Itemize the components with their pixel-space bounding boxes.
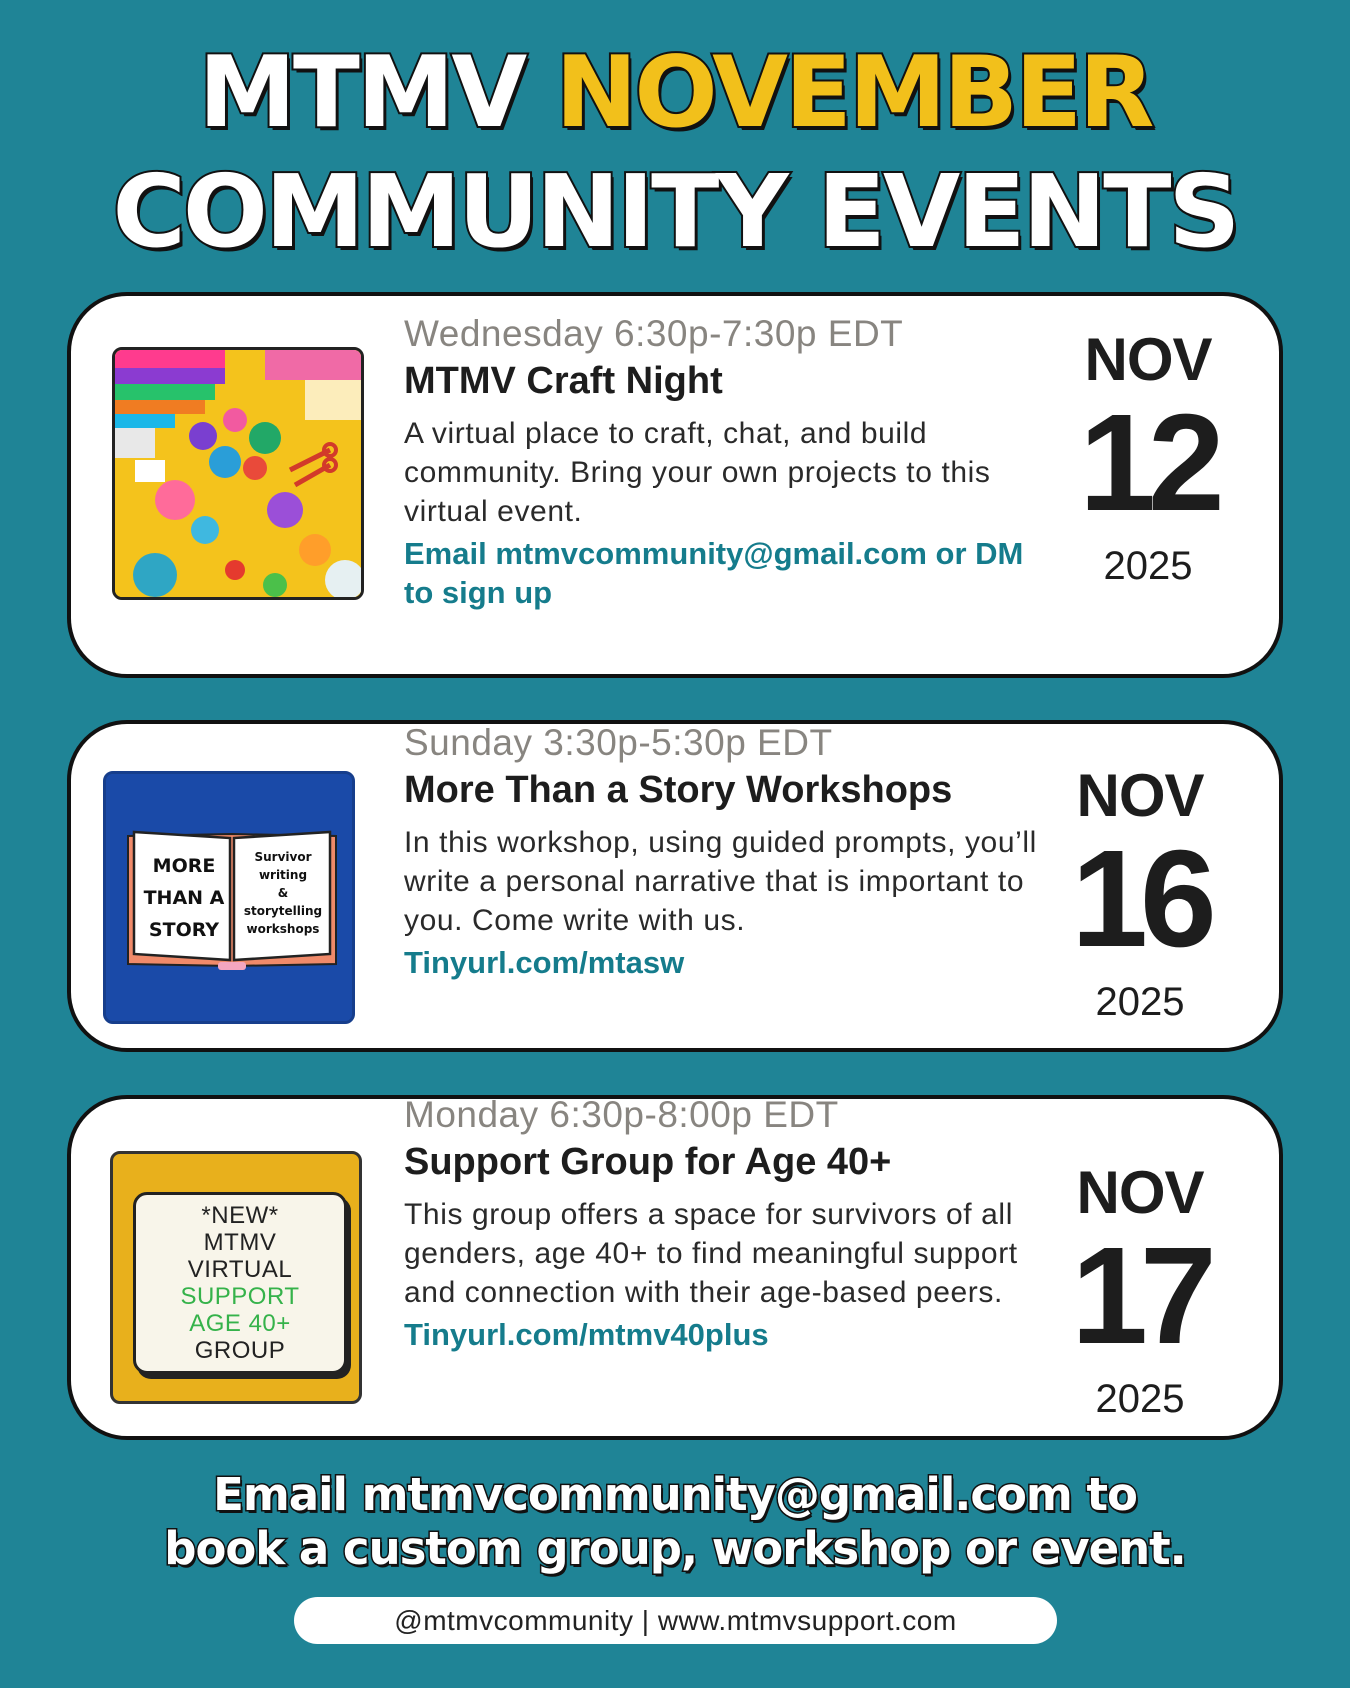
- event-card-more-than-a-story: [67, 720, 1283, 1052]
- book-right-line: workshops: [246, 922, 320, 936]
- date-year: 2025: [1095, 980, 1185, 1024]
- more-than-a-story-image: [103, 771, 355, 1024]
- date-day: 16: [1071, 822, 1209, 976]
- event-card-support-group: [67, 1095, 1283, 1440]
- title-part1: MTMV: [198, 36, 525, 150]
- book-left-text: MORE THAN A STORY: [143, 855, 225, 941]
- event-title: Support Group for Age 40+: [404, 1141, 892, 1184]
- date-day: 17: [1071, 1219, 1209, 1373]
- footer-booking-text: Email mtmvcommunity@gmail.com to book a custom group, workshop or event.: [164, 1468, 1186, 1575]
- event-date: [1045, 762, 1235, 1024]
- book-right-line: writing: [258, 868, 308, 882]
- image-line: *NEW*: [201, 1202, 279, 1229]
- craft-supplies-image: [112, 347, 364, 600]
- date-month: NOV: [1076, 762, 1204, 829]
- event-signup-link[interactable]: Email mtmvcommunity@gmail.com or DM to sign up: [404, 535, 1024, 610]
- craft-supplies-illustration: [115, 350, 364, 600]
- event-description: In this workshop, using guided prompts, you’ll write a personal narrative that is important to you. Come write with us.: [404, 825, 1037, 937]
- date-year: 2025: [1103, 544, 1193, 588]
- book-right-text: [238, 848, 328, 938]
- page-title: [0, 36, 1350, 270]
- image-line: VIRTUAL: [187, 1256, 293, 1283]
- event-title: MTMV Craft Night: [404, 360, 723, 403]
- support-group-image: [110, 1151, 362, 1404]
- title-line2: COMMUNITY EVENTS: [112, 153, 1238, 270]
- image-line: SUPPORT: [180, 1283, 300, 1310]
- date-year: 2025: [1095, 1377, 1185, 1421]
- image-line: MTMV: [203, 1229, 277, 1256]
- footer-contact-pill[interactable]: @mtmvcommunity | www.mtmvsupport.com: [294, 1597, 1057, 1644]
- support-group-image-text: [133, 1202, 347, 1364]
- event-title: More Than a Story Workshops: [404, 769, 953, 812]
- book-right-line: storytelling: [243, 904, 323, 918]
- event-date: [1053, 326, 1243, 588]
- date-day: 12: [1079, 386, 1217, 540]
- event-link[interactable]: Tinyurl.com/mtasw: [404, 944, 685, 980]
- event-info: [404, 312, 1049, 612]
- book-right-line: Survivor: [254, 850, 312, 864]
- event-card-craft-night: [67, 292, 1283, 678]
- event-time: Wednesday 6:30p-7:30p EDT: [404, 313, 904, 354]
- image-line: GROUP: [194, 1337, 286, 1364]
- event-description: This group offers a space for survivors of all genders, age 40+ to find meaningful support and connection with their age-based peers.: [404, 1197, 1018, 1309]
- date-month: NOV: [1076, 1159, 1204, 1226]
- event-time: Monday 6:30p-8:00p EDT: [404, 1094, 839, 1135]
- event-description: A virtual place to craft, chat, and build community. Bring your own projects to this virtual event.: [404, 416, 991, 528]
- book-right-line: &: [277, 886, 289, 900]
- image-line: AGE 40+: [189, 1310, 291, 1337]
- title-accent: NOVEMBER: [555, 36, 1152, 150]
- event-info: [404, 721, 1049, 983]
- date-month: NOV: [1084, 326, 1212, 393]
- event-info: [404, 1093, 1049, 1355]
- event-date: [1045, 1159, 1235, 1421]
- event-time: Sunday 3:30p-5:30p EDT: [404, 722, 833, 763]
- event-link[interactable]: Tinyurl.com/mtmv40plus: [404, 1316, 769, 1352]
